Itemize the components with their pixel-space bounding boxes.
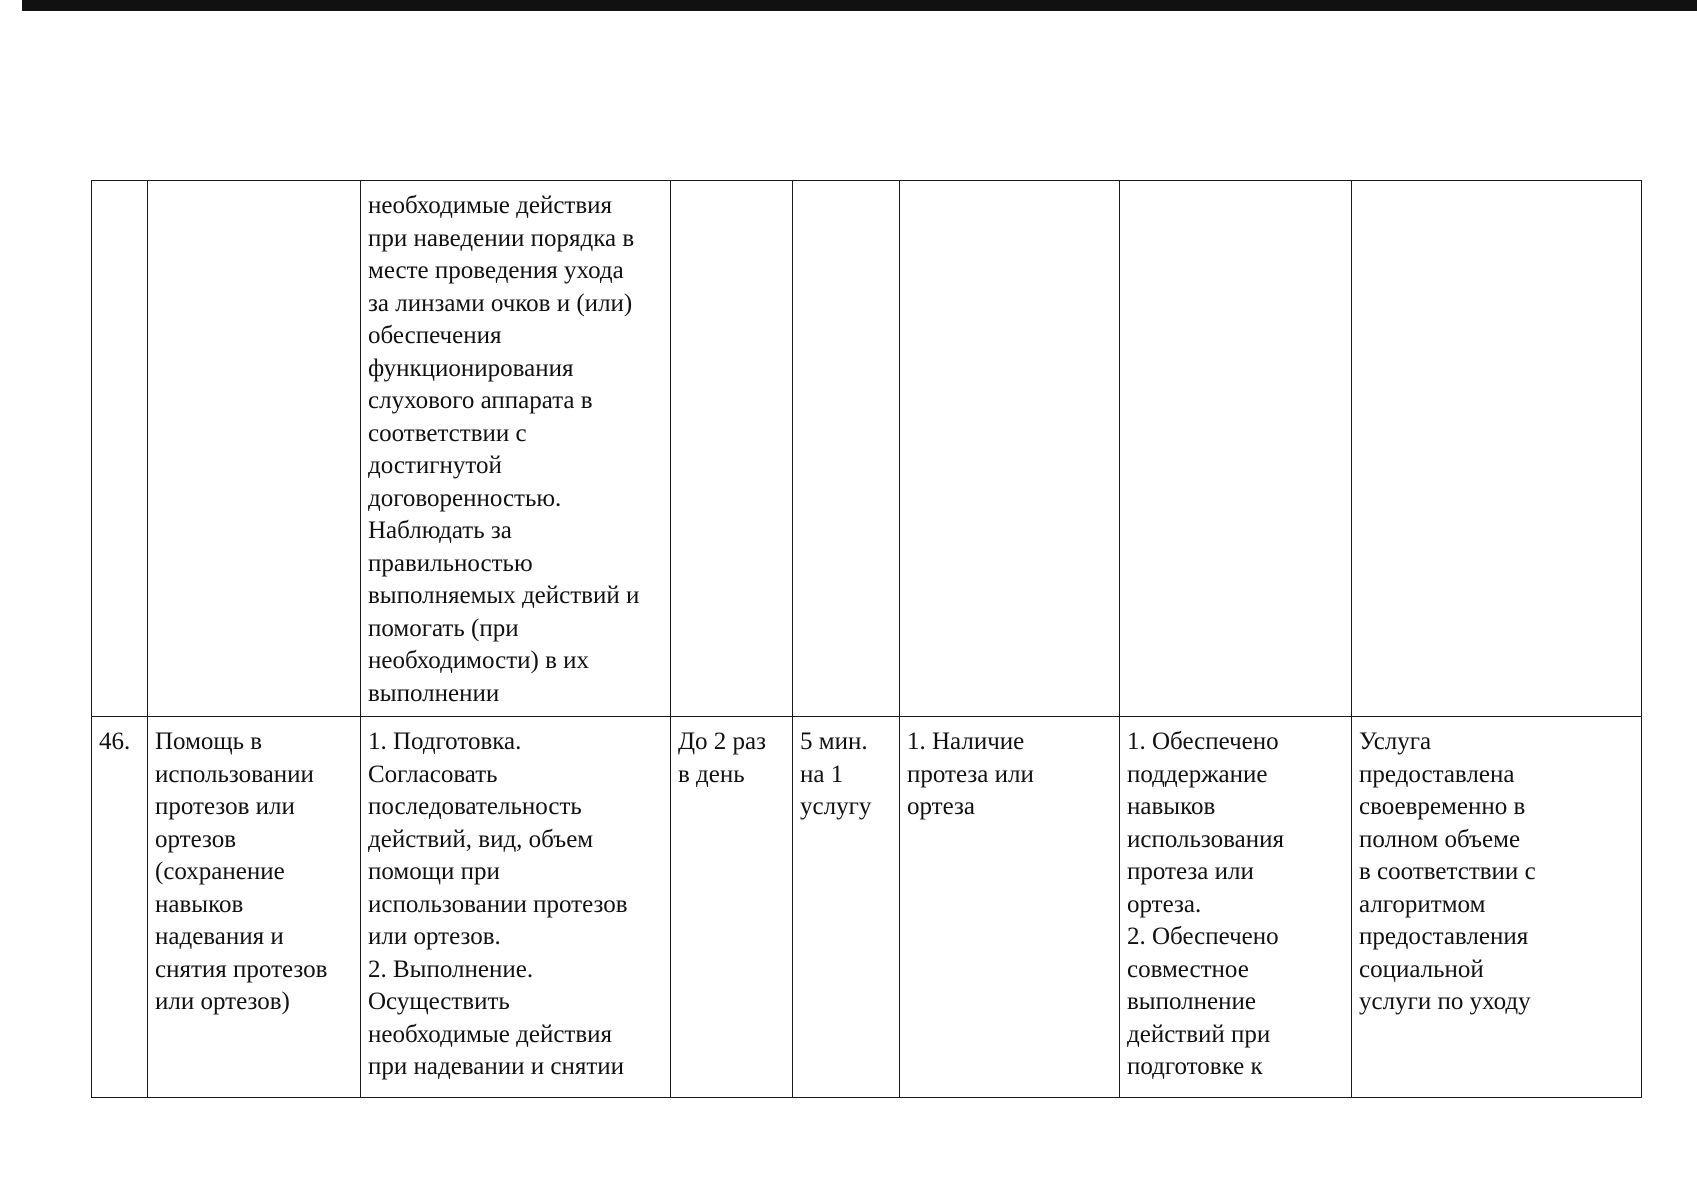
text-line: социальной [1359, 955, 1484, 983]
cell-number [92, 717, 148, 1098]
text-line: соответствии с [368, 419, 527, 447]
text-line: ортезов [155, 825, 237, 853]
text-line: помощи при [368, 858, 500, 885]
text-line: 1. Наличие [907, 728, 1025, 755]
text-line: за линзами очков и (или) [368, 289, 633, 317]
text-line: услуги по уходу [1359, 988, 1531, 1015]
text-line: Согласовать [368, 760, 498, 788]
text-line: навыков [155, 890, 244, 918]
cell-frequency [671, 717, 793, 1098]
text-line: ортеза [907, 793, 975, 820]
text-line: правильностью [368, 549, 533, 577]
text-line: последовательность [368, 793, 582, 820]
cell-conditions [900, 181, 1120, 717]
text-line: выполняемых действий и [368, 582, 640, 609]
text-line: использовании протезов [368, 890, 628, 918]
text-line: функционирования [368, 354, 574, 382]
text-line: 1. Подготовка. [368, 728, 522, 755]
text-line: в день [678, 760, 745, 788]
text-line: Осуществить [368, 988, 510, 1015]
text-line: предоставлена [1359, 760, 1515, 788]
text-line: использования [1127, 825, 1284, 853]
text-line: необходимые действия [368, 1020, 613, 1048]
text-line: (сохранение [155, 858, 285, 885]
text-line: 2. Выполнение. [368, 955, 534, 983]
cell-assessment [1352, 181, 1642, 717]
text-line: действий, вид, объем [368, 825, 594, 853]
cell-duration [793, 181, 900, 717]
cell-assessment [1352, 717, 1642, 1098]
cell-service-name [148, 717, 361, 1098]
text-line: Наблюдать за [368, 517, 512, 544]
cell-description [361, 181, 671, 717]
text-line: использовании [155, 760, 314, 788]
cell-frequency [671, 181, 793, 717]
cell-result [1120, 717, 1352, 1098]
text-line: 5 мин. [800, 728, 868, 755]
cell-service-name [148, 181, 361, 717]
table-row [92, 181, 1642, 717]
text-line: или ортезов) [155, 988, 290, 1015]
text-line: своевременно в [1359, 793, 1526, 820]
cell-result [1120, 181, 1352, 717]
text-line: при наведении порядка в [368, 224, 635, 252]
text-line: выполнении [368, 679, 500, 707]
text-line: снятия протезов [155, 955, 328, 983]
text-line: 1. Обеспечено [1127, 728, 1279, 755]
text-line: договоренностью. [368, 484, 562, 512]
cell-conditions [900, 717, 1120, 1098]
row-number: 46. [99, 728, 131, 755]
text-line: месте проведения ухода [368, 257, 624, 284]
text-line: полном объеме [1359, 825, 1521, 853]
services-table [91, 180, 1642, 1098]
text-line: протезов или [155, 793, 295, 820]
text-line: слухового аппарата в [368, 387, 593, 414]
text-line: протеза или [1127, 858, 1254, 885]
text-line: при надевании и снятии [368, 1053, 625, 1080]
text-line: помогать (при [368, 614, 519, 642]
text-line: Помощь в [155, 728, 263, 755]
text-line: навыков [1127, 793, 1216, 820]
text-line: надевания и [155, 923, 284, 950]
text-line: До 2 раз [678, 728, 767, 755]
cell-number [92, 181, 148, 717]
cell-description [361, 717, 671, 1098]
text-line: поддержание [1127, 760, 1268, 788]
text-line: Услуга [1359, 728, 1432, 755]
text-line: обеспечения [368, 322, 502, 349]
text-line: услугу [800, 793, 872, 820]
text-line: необходимые действия [368, 192, 613, 219]
table-row [92, 717, 1642, 1098]
text-line: ортеза. [1127, 890, 1202, 918]
text-line: в соответствии с [1359, 858, 1536, 885]
cell-duration [793, 717, 900, 1098]
text-line: совместное [1127, 955, 1249, 983]
text-line: выполнение [1127, 988, 1256, 1015]
text-line: на 1 [800, 760, 844, 788]
text-line: необходимости) в их [368, 647, 590, 674]
text-line: достигнутой [368, 452, 502, 479]
text-line: предоставления [1359, 923, 1529, 950]
scan-top-edge [22, 0, 1697, 11]
text-line: алгоритмом [1359, 890, 1486, 918]
text-line: подготовке к [1127, 1053, 1263, 1080]
text-line: протеза или [907, 760, 1034, 788]
text-line: 2. Обеспечено [1127, 923, 1279, 950]
text-line: действий при [1127, 1020, 1271, 1048]
text-line: или ортезов. [368, 923, 501, 950]
